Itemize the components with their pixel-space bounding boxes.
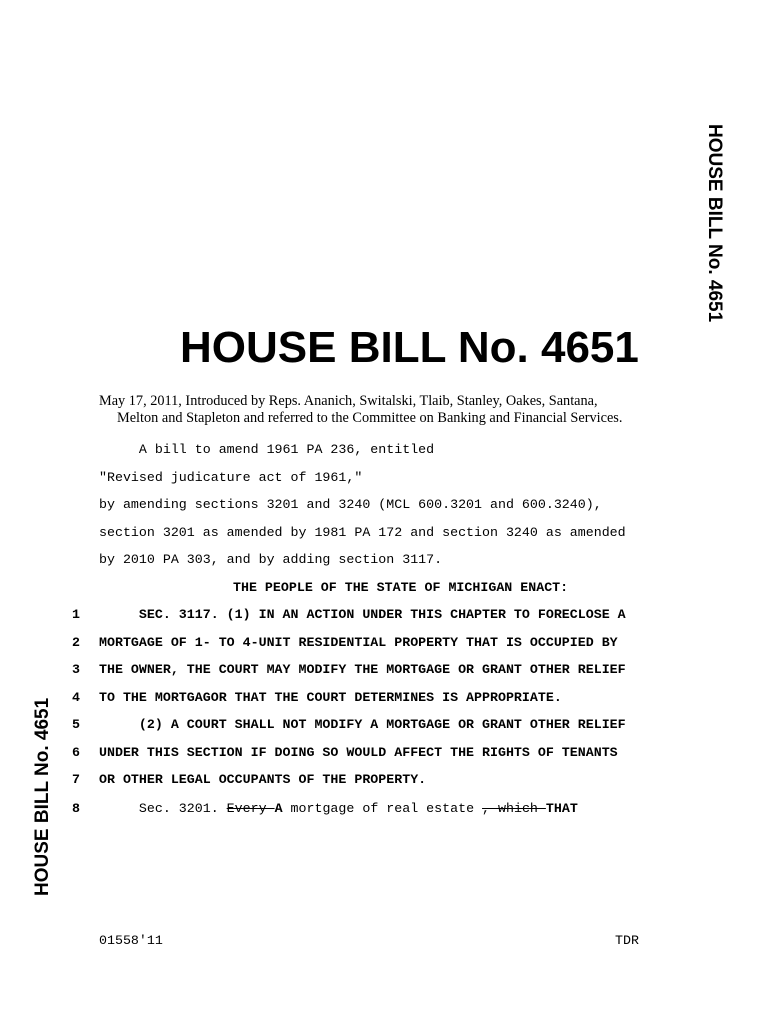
- intro-line-1: May 17, 2011, Introduced by Reps. Ananich, Switalski, Tlaib, Stanley, Oakes, Santana,: [99, 393, 598, 409]
- bill-line: OR OTHER LEGAL OCCUPANTS OF THE PROPERTY.: [99, 772, 427, 787]
- page-title: HOUSE BILL No. 4651: [180, 323, 639, 372]
- footer-drafter-initials: TDR: [615, 933, 639, 948]
- side-title-left: HOUSE BILL No. 4651: [32, 697, 53, 896]
- struck-text: , which: [482, 801, 546, 816]
- line8-lead: Sec. 3201.: [99, 801, 227, 816]
- bill-line-8: [99, 801, 578, 817]
- line-number: 6: [72, 745, 80, 760]
- footer-document-code: 01558'11: [99, 933, 163, 948]
- bill-line: MORTGAGE OF 1- TO 4-UNIT RESIDENTIAL PROPERTY THAT IS OCCUPIED BY: [99, 635, 618, 650]
- line-number: 7: [72, 772, 80, 787]
- intro-line-2: Melton and Stapleton and referred to the Committee on Banking and Financial Services.: [117, 410, 623, 426]
- line8-middle: mortgage of real estate: [282, 801, 483, 816]
- preamble-line-4: section 3201 as amended by 1981 PA 172 and section 3240 as amended: [99, 525, 626, 540]
- line-number: 1: [72, 607, 80, 622]
- side-title-right: HOUSE BILL No. 4651: [704, 124, 725, 323]
- preamble-line-5: by 2010 PA 303, and by adding section 3117.: [99, 552, 443, 567]
- preamble-line-3: by amending sections 3201 and 3240 (MCL 600.3201 and 600.3240),: [99, 497, 602, 512]
- preamble-line-1: A bill to amend 1961 PA 236, entitled: [99, 442, 435, 457]
- line-number: 8: [72, 801, 80, 816]
- line-number: 3: [72, 662, 80, 677]
- line-number: 5: [72, 717, 80, 732]
- bill-line: TO THE MORTGAGOR THAT THE COURT DETERMINES IS APPROPRIATE.: [99, 690, 562, 705]
- line-number: 2: [72, 635, 80, 650]
- line-number: 4: [72, 690, 80, 705]
- inserted-text: A: [274, 801, 283, 816]
- bill-line: THE OWNER, THE COURT MAY MODIFY THE MORTGAGE OR GRANT OTHER RELIEF: [99, 662, 626, 677]
- inserted-text: THAT: [545, 801, 578, 816]
- preamble-line-2: "Revised judicature act of 1961,": [99, 470, 363, 485]
- introduction-paragraph: [99, 393, 699, 427]
- struck-text: Every: [226, 801, 275, 816]
- bill-line: (2) A COURT SHALL NOT MODIFY A MORTGAGE OR GRANT OTHER RELIEF: [99, 717, 626, 732]
- enacting-clause: THE PEOPLE OF THE STATE OF MICHIGAN ENACT:: [233, 580, 569, 595]
- bill-line: SEC. 3117. (1) IN AN ACTION UNDER THIS CHAPTER TO FORECLOSE A: [99, 607, 626, 622]
- bill-line: UNDER THIS SECTION IF DOING SO WOULD AFFECT THE RIGHTS OF TENANTS: [99, 745, 618, 760]
